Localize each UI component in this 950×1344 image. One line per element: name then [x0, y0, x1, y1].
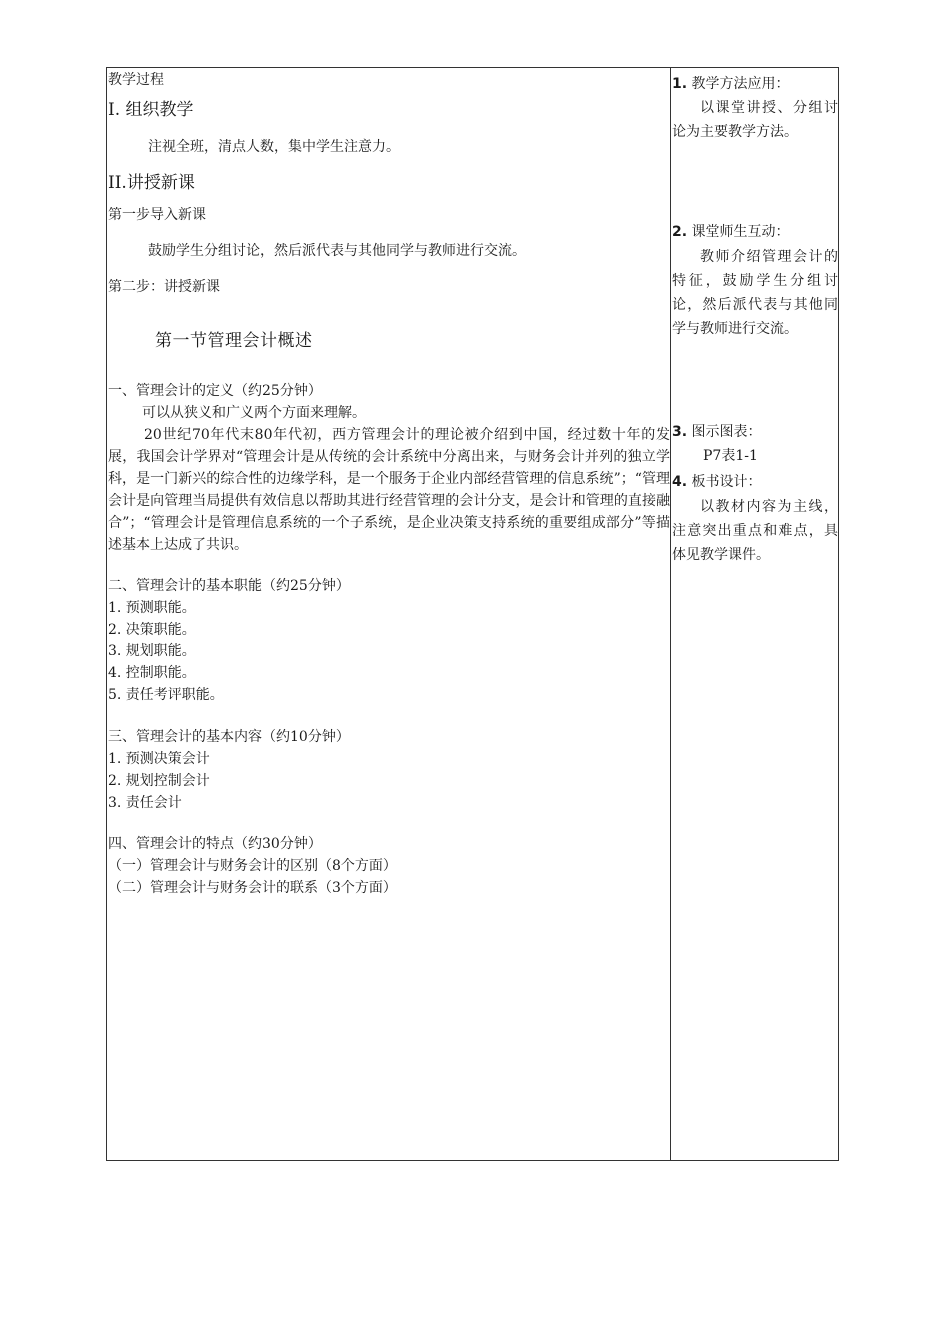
- section-title: 第一节管理会计概述: [155, 331, 313, 351]
- content-heading: 三、管理会计的基本内容（约10分钟）: [108, 729, 350, 745]
- organize-text: 注视全班，清点人数，集中学生注意力。: [148, 139, 400, 155]
- function-item: 1. 预测职能。: [108, 600, 196, 616]
- section-organize: I. 组织教学: [108, 100, 194, 120]
- method-heading: [672, 74, 790, 94]
- method-number: 1.: [672, 76, 688, 92]
- step-two: 第二步：讲授新课: [108, 279, 220, 295]
- chart-number: 3.: [672, 424, 688, 440]
- content-item: 2. 规划控制会计: [108, 773, 210, 789]
- function-item: 3. 规划职能。: [108, 643, 196, 659]
- definition-paragraph: 20世纪70年代末80年代初，西方管理会计的理论被介绍到中国，经过数十年的发展，我国会计学界对“管理会计是从传统的会计系统中分离出来，与财务会计并列的独立学科，是一门新兴的综合性的边缘学科，是一个服务于企业内部经营管理的信息系统”；“管理会计是向管理当局提供有效信息以帮助其进行经营管理的会计分支，是会计和管理的直接融合”；“管理会计是管理信息系统的一个子系统，是企业决策支持系统的重要组成部分”等描述基本上达成了共识。: [108, 427, 670, 553]
- board-text: 以教材内容为主线，注意突出重点和难点，具体见教学课件。: [672, 499, 838, 563]
- features-heading: 四、管理会计的特点（约30分钟）: [108, 836, 322, 852]
- function-item: 2. 决策职能。: [108, 622, 196, 638]
- method-title: 教学方法应用：: [691, 76, 790, 92]
- step-one-text: 鼓励学生分组讨论，然后派代表与其他同学与教师进行交流。: [148, 243, 526, 259]
- method-text: 以课堂讲授、分组讨论为主要教学方法。: [672, 100, 838, 140]
- chart-reference: P7表1-1: [703, 448, 758, 464]
- column-header: 教学过程: [108, 72, 164, 88]
- section-new-lesson: II.讲授新课: [108, 173, 195, 193]
- chart-heading: [672, 422, 762, 442]
- chart-title: 图示图表：: [691, 424, 762, 440]
- interaction-heading: [672, 222, 790, 242]
- content-item: 1. 预测决策会计: [108, 751, 210, 767]
- feature-item: （一）管理会计与财务会计的区别（8个方面）: [108, 858, 397, 874]
- definition-heading: 一、管理会计的定义（约25分钟）: [108, 383, 322, 399]
- column-divider: [670, 67, 671, 1161]
- interaction-number: 2.: [672, 224, 688, 240]
- interaction-title: 课堂师生互动：: [691, 224, 790, 240]
- feature-item: （二）管理会计与财务会计的联系（3个方面）: [108, 880, 397, 896]
- step-one: 第一步导入新课: [108, 207, 206, 223]
- definition-line: 可以从狭义和广义两个方面来理解。: [142, 405, 366, 421]
- board-number: 4.: [672, 474, 688, 490]
- interaction-text: 教师介绍管理会计的特征，鼓励学生分组讨论，然后派代表与其他同学与教师进行交流。: [672, 249, 838, 337]
- functions-heading: 二、管理会计的基本职能（约25分钟）: [108, 578, 350, 594]
- board-heading: [672, 472, 762, 492]
- function-item: 5. 责任考评职能。: [108, 687, 224, 703]
- function-item: 4. 控制职能。: [108, 665, 196, 681]
- content-item: 3. 责任会计: [108, 795, 182, 811]
- board-title: 板书设计：: [691, 474, 762, 490]
